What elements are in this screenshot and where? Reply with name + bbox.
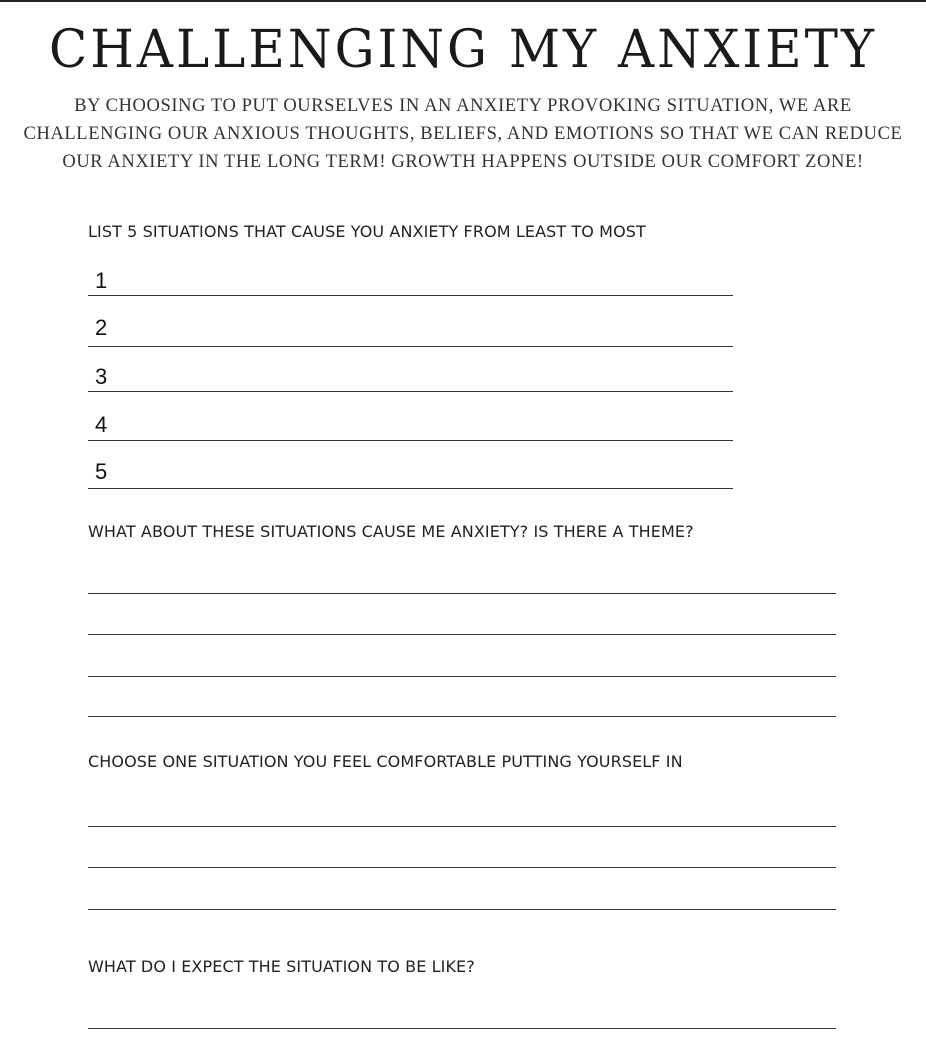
section-3-prompt: CHOOSE ONE SITUATION YOU FEEL COMFORTABLE PUTTING YOURSELF IN	[88, 752, 683, 771]
answer-line[interactable]	[88, 716, 836, 717]
list-item-line-3[interactable]	[88, 391, 733, 392]
list-item-line-2[interactable]	[88, 346, 733, 347]
answer-line[interactable]	[88, 634, 836, 635]
section-2-prompt: WHAT ABOUT THESE SITUATIONS CAUSE ME ANXIETY? IS THERE A THEME?	[88, 522, 694, 541]
answer-line[interactable]	[88, 676, 836, 677]
intro-text: BY CHOOSING TO PUT OURSELVES IN AN ANXIETY PROVOKING SITUATION, WE ARE CHALLENGING OUR ANXIOUS THOUGHTS, BELIEFS, AND EMOTIONS SO THAT WE CAN REDUCE OUR ANXIETY IN THE LONG TERM! GROWTH HAPPENS OUTSIDE OUR COMFORT ZONE!	[23, 96, 903, 172]
list-item-number-5: 5	[95, 459, 108, 484]
answer-line[interactable]	[88, 826, 836, 827]
list-item-line-5[interactable]	[88, 488, 733, 489]
answer-line[interactable]	[88, 867, 836, 868]
answer-line[interactable]	[88, 909, 836, 910]
page-title: CHALLENGING MY ANXIETY	[48, 18, 878, 80]
list-item-number-2: 2	[95, 315, 108, 340]
section-4-prompt: WHAT DO I EXPECT THE SITUATION TO BE LIKE?	[88, 957, 475, 976]
answer-line[interactable]	[88, 593, 836, 594]
answer-line[interactable]	[88, 1028, 836, 1029]
list-item-number-3: 3	[95, 364, 108, 389]
list-item-number-4: 4	[95, 412, 108, 437]
list-item-line-1[interactable]	[88, 295, 733, 296]
section-1-prompt: LIST 5 SITUATIONS THAT CAUSE YOU ANXIETY FROM LEAST TO MOST	[88, 222, 646, 241]
list-item-line-4[interactable]	[88, 440, 733, 441]
page-top-border	[0, 0, 926, 2]
list-item-number-1: 1	[95, 268, 108, 293]
